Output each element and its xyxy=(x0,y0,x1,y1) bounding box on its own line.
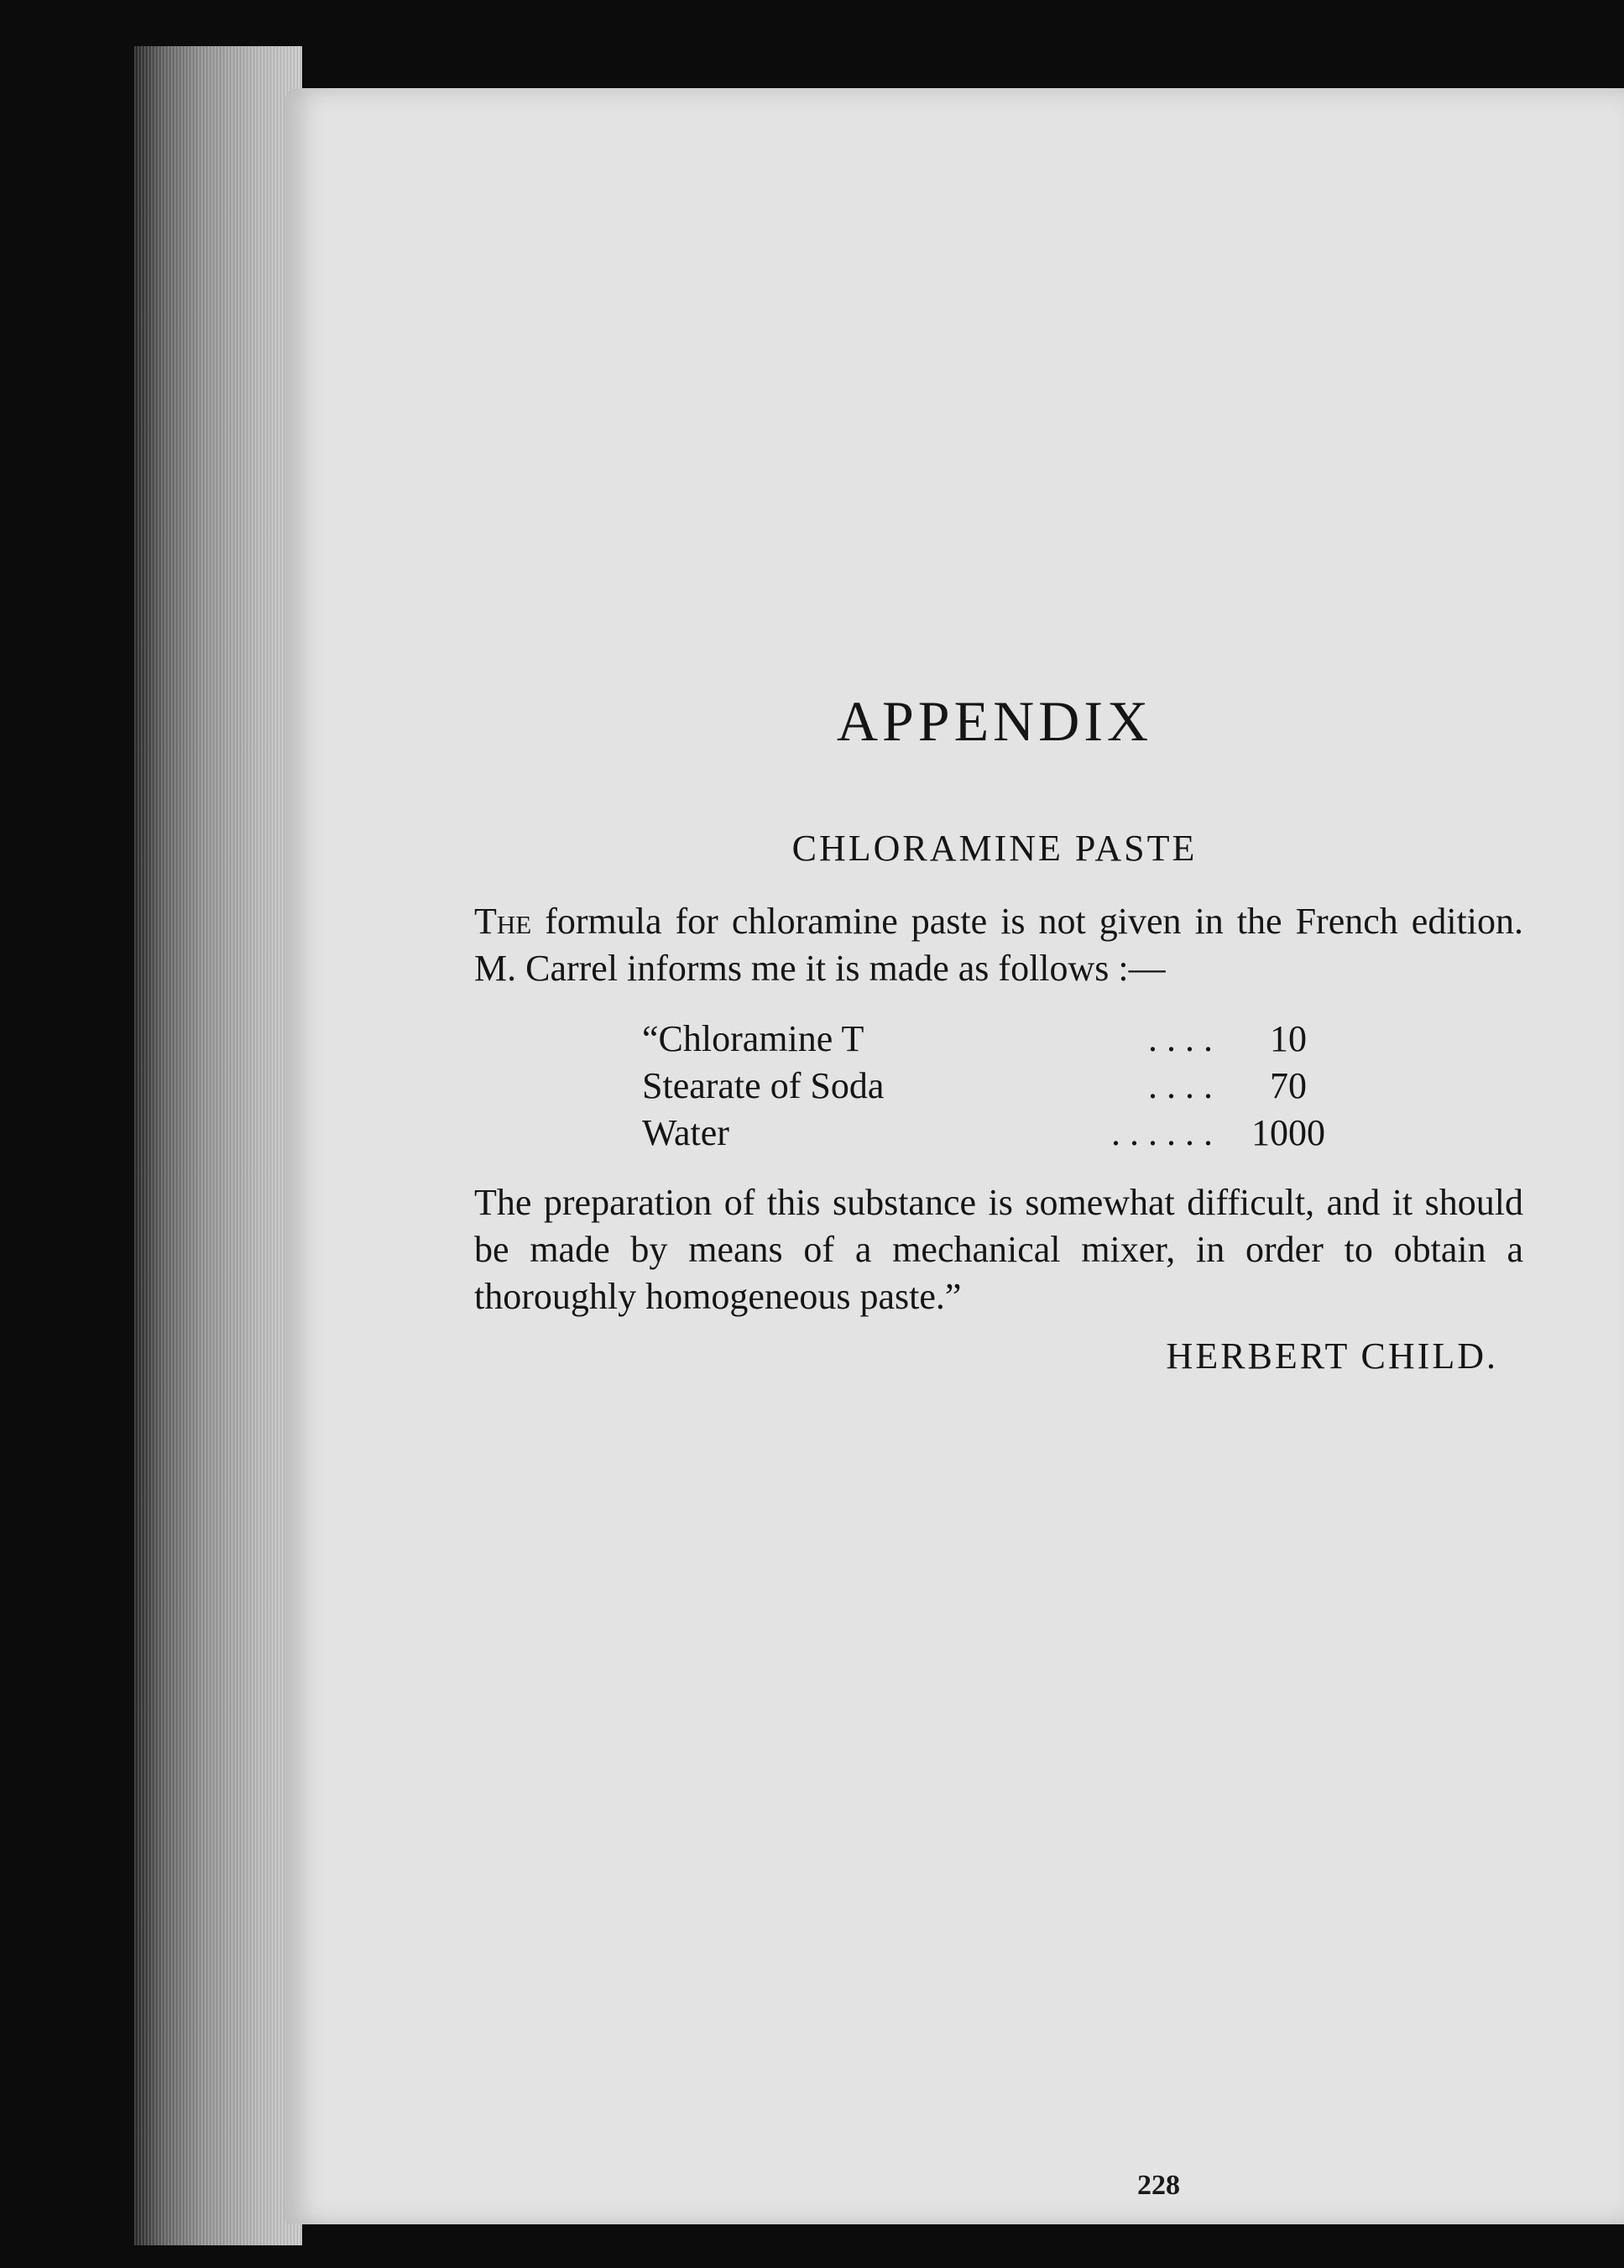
ingredient-quantity: 1000 xyxy=(1251,1112,1325,1153)
page-content xyxy=(474,88,1532,2224)
book-edge xyxy=(134,46,302,2245)
ingredient-name: Stearate of Soda xyxy=(642,1065,885,1106)
recipe-list xyxy=(642,1016,1330,1157)
page-number: 228 xyxy=(1137,2170,1180,2201)
recipe-row xyxy=(642,1016,1330,1063)
recipe-row xyxy=(642,1110,1330,1157)
author-signature: HERBERT CHILD. xyxy=(1166,1335,1498,1377)
ingredient-name: “Chloramine T xyxy=(642,1018,864,1059)
appendix-heading: APPENDIX xyxy=(836,689,1153,753)
closing-paragraph: The preparation of this substance is somewhat difficult, and it should be made by means of a mechanical mixer, in order to obtain a thoroughly homogeneous paste.” xyxy=(474,1182,1523,1317)
intro-lead-word: The xyxy=(474,901,532,942)
ingredient-quantity: 70 xyxy=(1270,1065,1307,1106)
intro-paragraph xyxy=(474,898,1523,992)
ingredient-quantity: 10 xyxy=(1270,1018,1307,1059)
intro-text: formula for chloramine paste is not given in the French edition. M. Carrel informs me it is made as follows :— xyxy=(474,901,1523,989)
ingredient-name: Water xyxy=(642,1112,729,1153)
book-page xyxy=(285,88,1624,2224)
leader-dots: . . . . xyxy=(1148,1065,1213,1106)
leader-dots: . . . . . . xyxy=(1111,1112,1213,1153)
section-subheading: CHLORAMINE PASTE xyxy=(791,828,1198,869)
recipe-row xyxy=(642,1063,1330,1110)
leader-dots: . . . . xyxy=(1148,1018,1213,1059)
